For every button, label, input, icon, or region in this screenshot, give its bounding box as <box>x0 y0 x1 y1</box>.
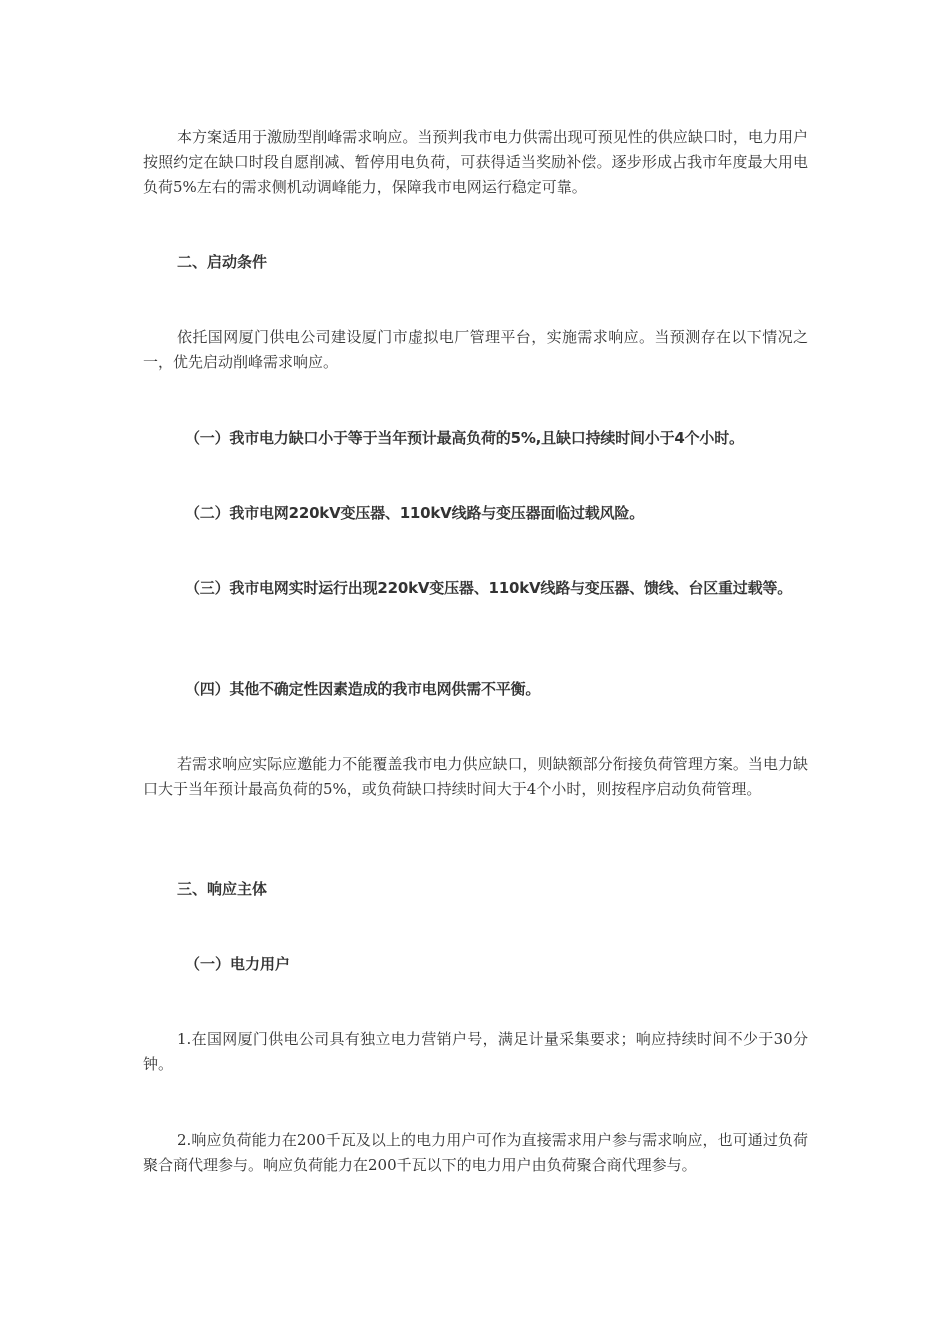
sub-heading-power-users: （一）电力用户 <box>185 955 291 973</box>
startup-paragraph: 依托国网厦门供电公司建设厦门市虚拟电厂管理平台，实施需求响应。当预测存在以下情况之一，优先启动削峰需求响应。 <box>143 328 808 371</box>
list-item-2: 2.响应负荷能力在200千瓦及以上的电力用户可作为直接需求用户参与需求响应，也可通过负荷聚合商代理参与。响应负荷能力在200千瓦以下的电力用户由负荷聚合商代理参与。 <box>143 1131 808 1174</box>
condition-4: （四）其他不确定性因素造成的我市电网供需不平衡。 <box>185 680 541 698</box>
condition-3: （三）我市电网实时运行出现220kV变压器、110kV线路与变压器、馈线、台区重过载等。 <box>185 579 792 597</box>
list-item-1: 1.在国网厦门供电公司具有独立电力营销户号，满足计量采集要求；响应持续时间不少于30分钟。 <box>143 1030 808 1073</box>
intro-paragraph: 本方案适用于激励型削峰需求响应。当预判我市电力供需出现可预见性的供应缺口时，电力用户按照约定在缺口时段自愿削减、暂停用电负荷，可获得适当奖励补偿。逐步形成占我市年度最大用电负荷5%左右的需求侧机动调峰能力，保障我市电网运行稳定可靠。 <box>143 128 808 196</box>
section-heading-startup-conditions: 二、启动条件 <box>177 253 268 271</box>
condition-1: （一）我市电力缺口小于等于当年预计最高负荷的5%,且缺口持续时间小于4个小时。 <box>185 429 744 447</box>
section-heading-response-subjects: 三、响应主体 <box>177 880 268 898</box>
fallback-paragraph: 若需求响应实际应邀能力不能覆盖我市电力供应缺口，则缺额部分衔接负荷管理方案。当电力缺口大于当年预计最高负荷的5%，或负荷缺口持续时间大于4个小时，则按程序启动负荷管理。 <box>143 755 808 798</box>
condition-2: （二）我市电网220kV变压器、110kV线路与变压器面临过载风险。 <box>185 504 644 522</box>
